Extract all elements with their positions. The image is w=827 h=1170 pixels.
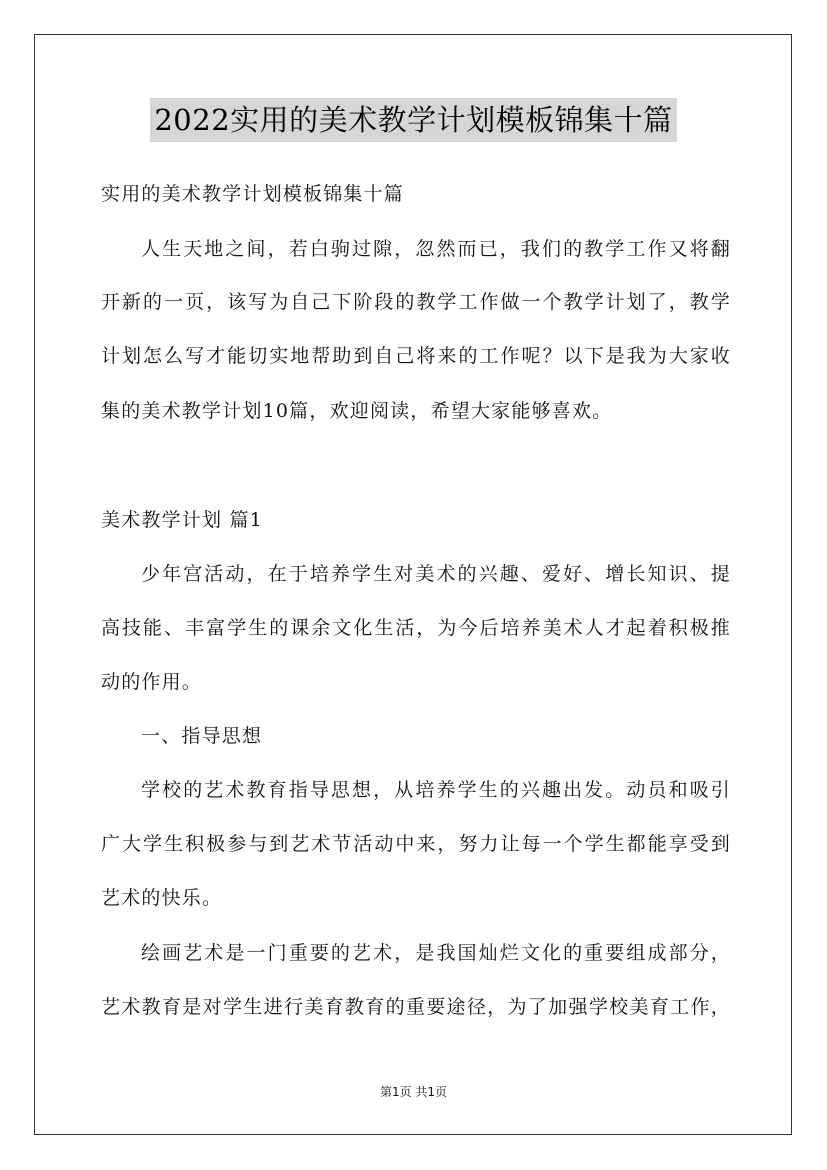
intro-line-4: 集的美术教学计划10篇，欢迎阅读，希望大家能够喜欢。 (101, 400, 613, 422)
document-subtitle: 实用的美术教学计划模板锦集十篇 (101, 183, 405, 205)
document-title: 2022实用的美术教学计划模板锦集十篇 (150, 98, 676, 142)
intro-line-1: 人生天地之间，若白驹过隙，忽然而已，我们的教学工作又将翻 (141, 238, 731, 260)
para2-line-3: 艺术的快乐。 (101, 887, 223, 909)
para1-line-3: 动的作用。 (101, 671, 203, 693)
intro-line-3: 计划怎么写才能切实地帮助到自己将来的工作呢？以下是我为大家收 (101, 345, 731, 367)
para1-line-2: 高技能、丰富学生的课余文化生活，为今后培养美术人才起着积极推 (101, 617, 731, 639)
para3-line-2: 艺术教育是对学生进行美育教育的重要途径，为了加强学校美育工作， (101, 996, 731, 1018)
page-footer: 第1页 共1页 (379, 1085, 448, 1099)
section-heading: 美术教学计划 篇1 (101, 509, 263, 531)
para2-line-2: 广大学生积极参与到艺术节活动中来，努力让每一个学生都能享受到 (101, 833, 731, 855)
para2-line-1: 学校的艺术教育指导思想，从培养学生的兴趣出发。动员和吸引 (141, 779, 731, 801)
subheading: 一、指导思想 (141, 725, 263, 747)
title-container (0, 98, 827, 142)
para1-line-1: 少年宫活动，在于培养学生对美术的兴趣、爱好、增长知识、提 (141, 563, 731, 585)
para3-line-1: 绘画艺术是一门重要的艺术，是我国灿烂文化的重要组成部分， (141, 942, 731, 964)
intro-line-2: 开新的一页，该写为自己下阶段的教学工作做一个教学计划了，教学 (101, 291, 731, 313)
